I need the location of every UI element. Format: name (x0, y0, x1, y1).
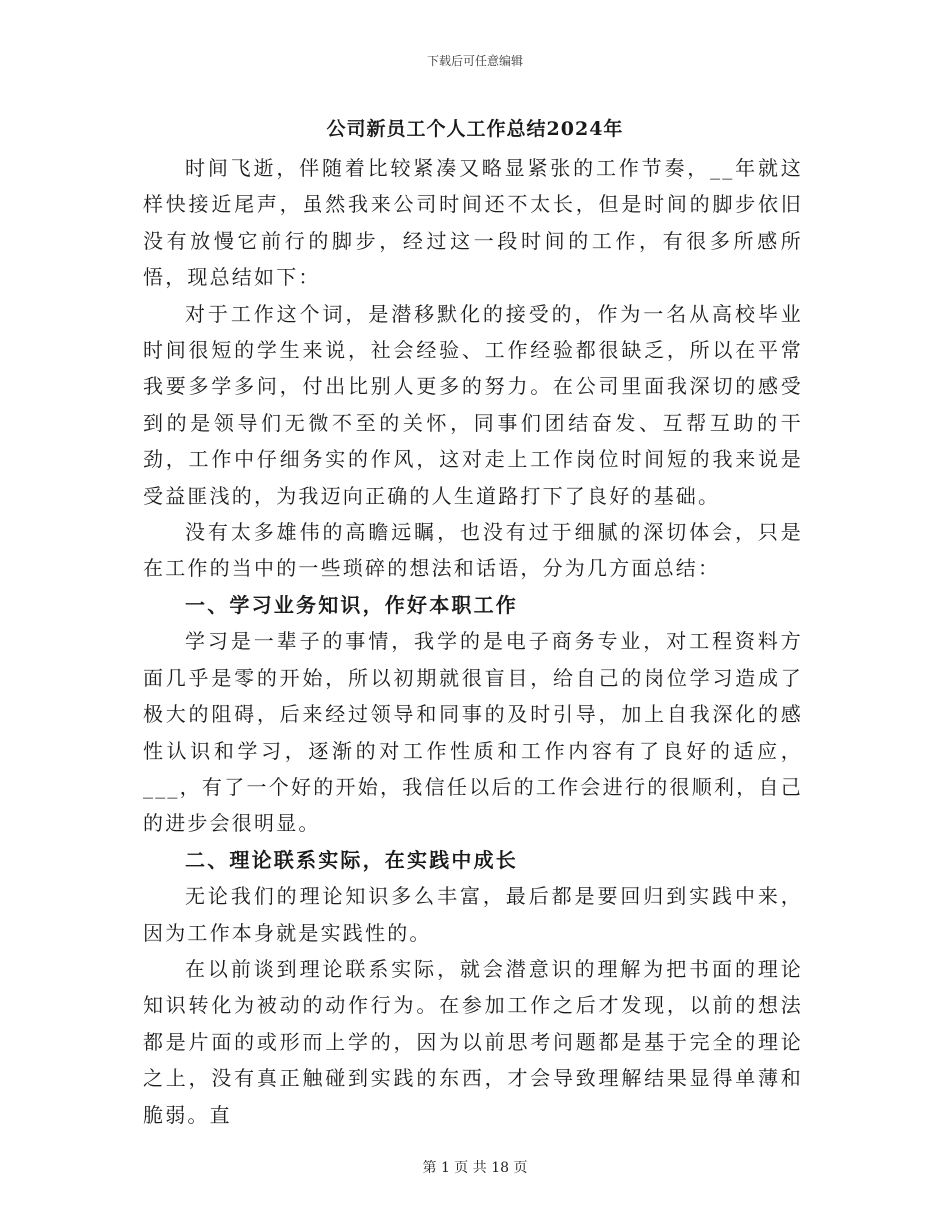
paragraph: 对于工作这个词，是潜移默化的接受的，作为一名从高校毕业时间很短的学生来说，社会经验、工作经验都很缺乏，所以在平常我要多学多问，付出比别人更多的努力。在公司里面我深切的感受到的是领导们无微不至的关怀，同事们团结奋发、互帮互助的干劲，工作中仔细务实的作风，这对走上工作岗位时间短的我来说是受益匪浅的，为我迈向正确的人生道路打下了良好的基础。 (143, 301, 803, 508)
paragraph: 无论我们的理论知识多么丰富，最后都是要回归到实践中来，因为工作本身就是实践性的。 (143, 884, 803, 945)
paragraph: 时间飞逝，伴随着比较紧凑又略显紧张的工作节奏，__年就这样快接近尾声，虽然我来公司时间还不太长，但是时间的脚步依旧没有放慢它前行的脚步，经过这一段时间的工作，有很多所感所悟，现总结如下： (143, 156, 803, 290)
document-body (143, 150, 803, 1133)
section-heading: 一、学习业务知识，作好本职工作 (185, 592, 518, 617)
document-title: 公司新员工个人工作总结2024年 (326, 118, 624, 140)
section-heading: 二、理论联系实际，在实践中成长 (185, 847, 518, 872)
header-note: 下载后可任意编辑 (426, 54, 523, 68)
paragraph: 学习是一辈子的事情，我学的是电子商务专业，对工程资料方面几乎是零的开始，所以初期就很盲目，给自己的岗位学习造成了极大的阻碍，后来经过领导和同事的及时引导，加上自我深化的感性认识和学习，逐渐的对工作性质和工作内容有了良好的适应，___，有了一个好的开始，我信任以后的工作会进行的很顺利，自己的进步会很明显。 (143, 629, 803, 836)
page-footer: 第 1 页 共 18 页 (422, 1160, 528, 1176)
paragraph: 没有太多雄伟的高瞻远瞩，也没有过于细腻的深切体会，只是在工作的当中的一些琐碎的想法和话语，分为几方面总结： (143, 520, 803, 581)
paragraph: 在以前谈到理论联系实际，就会潜意识的理解为把书面的理论知识转化为被动的动作行为。在参加工作之后才发现，以前的想法都是片面的或形而上学的，因为以前思考问题都是基于完全的理论之上，没有真正触碰到实践的东西，才会导致理解结果显得单薄和脆弱。直 (143, 956, 803, 1127)
